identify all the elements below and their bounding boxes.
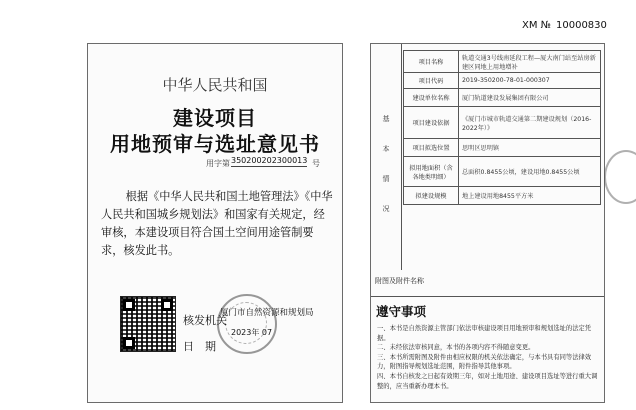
country-heading: 中华人民共和国 xyxy=(162,76,268,94)
side-label: 基本情况 xyxy=(382,115,390,213)
issuer-label: 核发机关 xyxy=(183,314,227,327)
table-key-cell: 拟建设规模 xyxy=(404,187,459,205)
table-row xyxy=(404,107,601,139)
cert-number-value: 350200202300013 xyxy=(231,156,308,165)
table-value-cell: 厦门轨道建设发展集团有限公司 xyxy=(459,89,601,107)
list-item: 四、本书自核发之日起有效期三年，如对土地用途、建设项目选址等进行重大调整的，应当重新办理本书。 xyxy=(377,372,598,390)
date-label: 日 期 xyxy=(183,340,216,353)
certificate-info-page xyxy=(370,43,605,403)
table-value-cell: 思明区思明镇 xyxy=(459,139,601,157)
notes-list xyxy=(377,324,601,391)
table-key-cell: 项目代码 xyxy=(404,73,459,89)
table-key-cell: 拟用地面积（含各地类明细） xyxy=(404,157,459,187)
table-row xyxy=(404,187,601,205)
project-info-table xyxy=(403,50,601,205)
edge-seal-icon xyxy=(604,150,636,204)
attachments-label: 附图及附件名称 xyxy=(375,277,424,285)
document-title-line2: 用地预审与选址意见书 xyxy=(110,132,320,156)
table-value-cell: 地上建设用地8455平方米 xyxy=(459,187,601,205)
list-item: 三、本书所需附图及附件由相应权限的机关依法确定，与本书具有同等法律效力，附图指导规划选址范围，附件指导其他事项。 xyxy=(377,353,592,371)
serial-label: XM № xyxy=(522,20,552,31)
certificate-body-text: 根据《中华人民共和国土地管理法》《中华人民共和国城乡规划法》和国家有关规定，经审核，本建设项目符合国土空间用途管制要求，核发此书。 xyxy=(101,190,333,257)
list-item: 二、未经依法审核同意，本书的各项内容不得随意变更。 xyxy=(377,344,535,352)
table-key-cell: 建设单位名称 xyxy=(404,89,459,107)
certificate-cover-page xyxy=(87,43,343,403)
table-row xyxy=(404,73,601,89)
table-row xyxy=(404,51,601,73)
qr-code-icon xyxy=(120,296,176,352)
table-value-cell: 总面积0.8455公顷，建设用地0.8455公顷 xyxy=(459,157,601,187)
table-key-cell: 项目拟选位置 xyxy=(404,139,459,157)
cert-number-suffix: 号 xyxy=(312,159,320,168)
notes-title: 遵守事项 xyxy=(376,304,427,319)
table-row xyxy=(404,157,601,187)
table-row xyxy=(404,139,601,157)
issuer-value: 厦门市自然资源和规划局 xyxy=(220,308,314,318)
document-title-line1: 建设项目 xyxy=(173,106,257,130)
date-value: 2023年 07 xyxy=(231,328,273,337)
list-item: 一、本书是自然资源主管部门依法审核建设项目用地预审和规划选址的法定凭据。 xyxy=(377,325,592,342)
serial-number: 10000830 xyxy=(556,20,607,31)
table-value-cell: 《厦门市城市轨道交通第二期建设规划（2016-2022年）》 xyxy=(459,107,601,139)
table-value-cell: 轨道交通3号线南延段工程—厦大南门站至站房新建区同地上用地增补 xyxy=(459,51,601,73)
table-key-cell: 项目建设依据 xyxy=(404,107,459,139)
table-row xyxy=(404,89,601,107)
table-key-cell: 项目名称 xyxy=(404,51,459,73)
cert-number-label: 用字第 xyxy=(206,159,230,168)
table-value-cell: 2019-350200-78-01-000307 xyxy=(459,73,601,89)
